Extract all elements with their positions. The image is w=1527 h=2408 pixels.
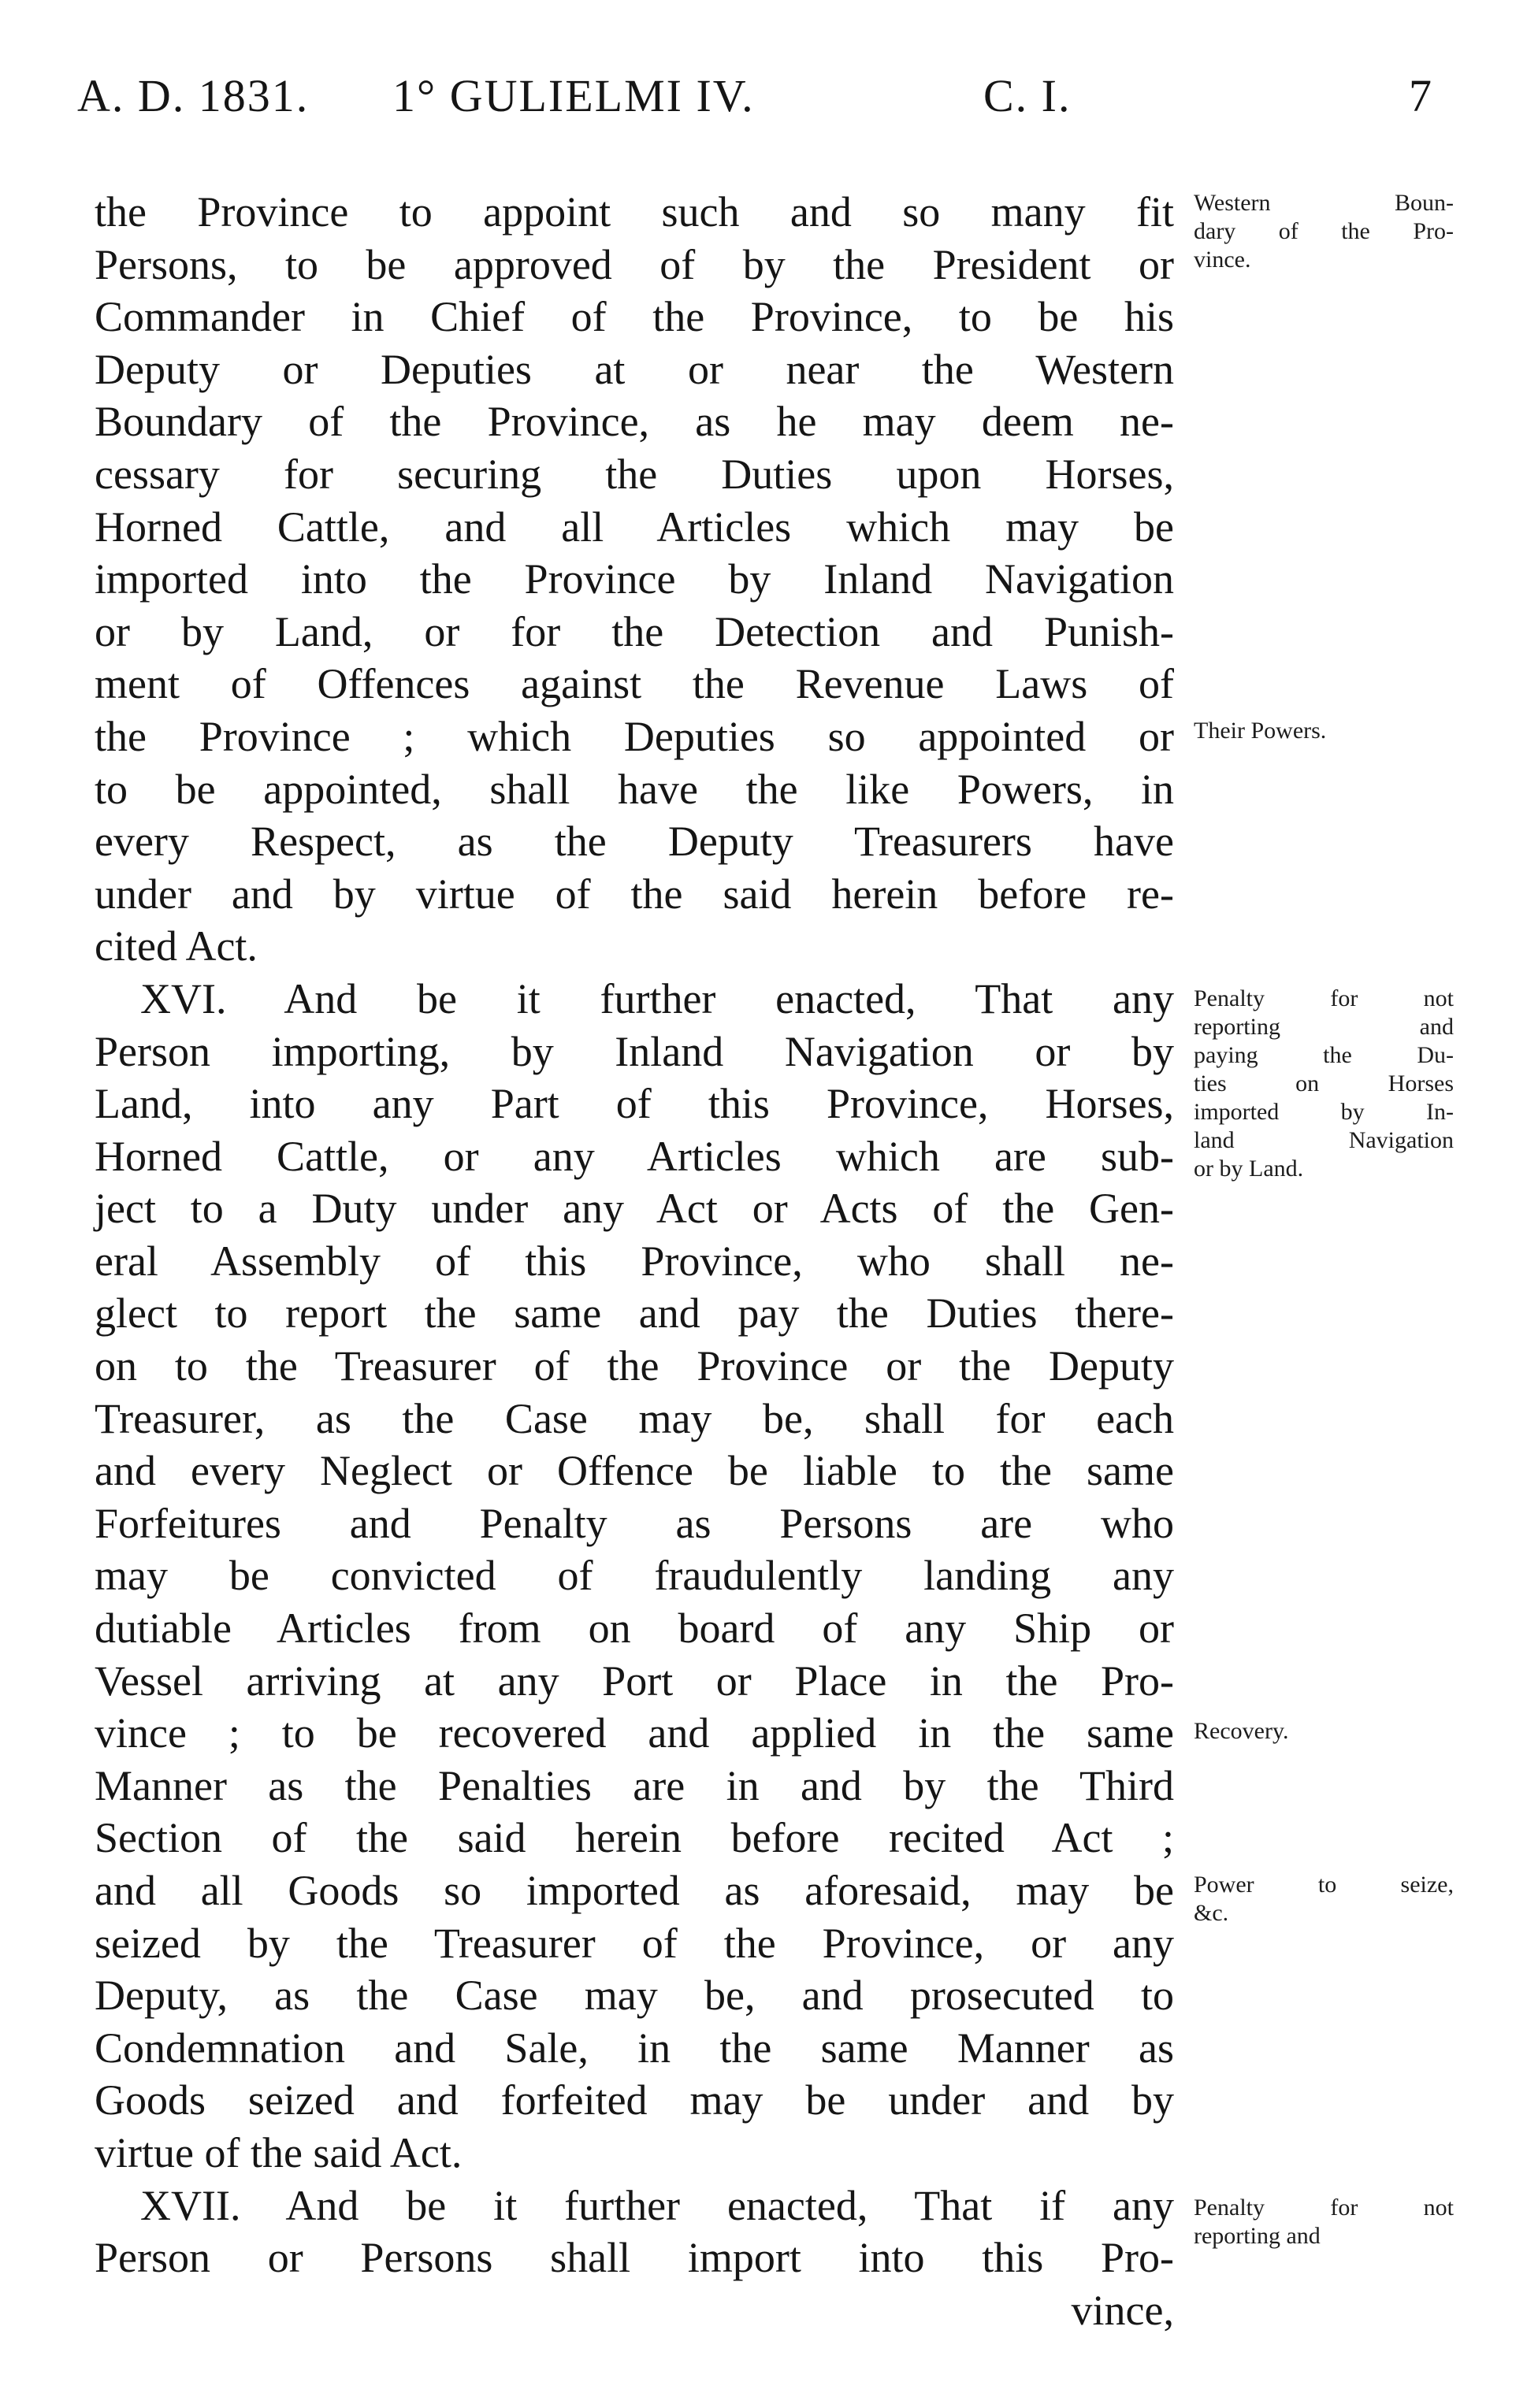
note-line: paying the Du- — [1194, 1042, 1454, 1068]
note-line: reporting and — [1194, 1014, 1454, 1040]
text-line: cited Act. — [95, 922, 258, 970]
running-header — [77, 69, 1464, 132]
text-line: virtue of the said Act. — [95, 2128, 463, 2176]
text-line: cessary for securing the Duties upon Horses, — [95, 450, 1174, 498]
text-line: the Province ; which Deputies so appointed or — [95, 712, 1174, 760]
text-line: Vessel arriving at any Port or Place in the Pro- — [95, 1657, 1174, 1705]
note-line: Power to seize, — [1194, 1872, 1454, 1898]
note-line: Penalty for not — [1194, 2195, 1454, 2221]
text-line: vince ; to be recovered and applied in the same — [95, 1709, 1174, 1757]
text-line: may be convicted of fraudulently landing any — [95, 1552, 1174, 1600]
text-line: Goods seized and forfeited may be under and by — [95, 2076, 1174, 2124]
text-line: Persons, to be approved of by the President or — [95, 240, 1174, 288]
text-line: Deputy, as the Case may be, and prosecuted to — [95, 1972, 1174, 2020]
note-line: &c. — [1194, 1900, 1229, 1926]
note-line: dary of the Pro- — [1194, 218, 1454, 244]
marginal-note-recovery — [1194, 1717, 1454, 1746]
marginal-note-western-boundary — [1194, 189, 1454, 274]
text-line: Deputy or Deputies at or near the Western — [95, 345, 1174, 393]
catchword: vince, — [1071, 2286, 1174, 2334]
text-line: every Respect, as the Deputy Treasurers have — [95, 818, 1174, 866]
note-line: Their Powers. — [1194, 718, 1327, 744]
text-line: glect to report the same and pay the Duties there- — [95, 1289, 1174, 1338]
header-chapter: C. I. — [983, 70, 1072, 121]
text-line: Manner as the Penalties are in and by the Third — [95, 1761, 1174, 1809]
text-line: Horned Cattle, or any Articles which are sub- — [95, 1132, 1174, 1180]
text-line: or by Land, or for the Detection and Punish- — [95, 607, 1174, 655]
main-text — [95, 186, 1174, 2336]
text-line: to be appointed, shall have the like Powers, in — [95, 765, 1174, 813]
text-line: seized by the Treasurer of the Province, or any — [95, 1919, 1174, 1967]
text-line: ject to a Duty under any Act or Acts of the Gen- — [95, 1185, 1174, 1233]
text-line: imported into the Province by Inland Navigation — [95, 555, 1174, 603]
text-line: the Province to appoint such and so many fit — [95, 188, 1174, 236]
text-line: Commander in Chief of the Province, to be his — [95, 293, 1174, 341]
header-year: A. D. 1831. — [77, 70, 310, 121]
header-reign: 1° GULIELMI IV. — [392, 70, 755, 121]
text-line: and every Neglect or Offence be liable to the same — [95, 1447, 1174, 1495]
note-line: reporting and — [1194, 2223, 1321, 2249]
section-heading-line: XVI. And be it further enacted, That any — [140, 974, 1174, 1022]
text-line: dutiable Articles from on board of any Ship or — [95, 1605, 1174, 1653]
text-line: under and by virtue of the said herein before re- — [95, 870, 1174, 918]
text-line: Condemnation and Sale, in the same Manner as — [95, 2024, 1174, 2072]
marginal-note-power-to-seize — [1194, 1871, 1454, 1928]
note-line: imported by In- — [1194, 1099, 1454, 1125]
text-line: eral Assembly of this Province, who shall ne- — [95, 1237, 1174, 1285]
page-number: 7 — [1409, 70, 1433, 121]
text-line: Treasurer, as the Case may be, shall for each — [95, 1394, 1174, 1442]
text-line: Land, into any Part of this Province, Horses, — [95, 1080, 1174, 1128]
text-line: Person or Persons shall import into this Pro- — [95, 2234, 1174, 2282]
section-heading-line: XVII. And be it further enacted, That if any — [140, 2181, 1174, 2229]
note-line: Western Boun- — [1194, 190, 1454, 216]
text-line: and all Goods so imported as aforesaid, may be — [95, 1867, 1174, 1914]
marginal-note-penalty-not-reporting — [1194, 985, 1454, 1183]
marginal-note-penalty-not-reporting-2 — [1194, 2194, 1454, 2250]
text-line: Section of the said herein before recited Act ; — [95, 1814, 1174, 1862]
text-line: Boundary of the Province, as he may deem ne- — [95, 398, 1174, 446]
note-line: vince. — [1194, 247, 1251, 273]
text-line: on to the Treasurer of the Province or the Deputy — [95, 1342, 1174, 1390]
note-line: Recovery. — [1194, 1718, 1289, 1744]
note-line: or by Land. — [1194, 1156, 1304, 1182]
text-line: Horned Cattle, and all Articles which may be — [95, 503, 1174, 551]
marginal-note-their-powers — [1194, 717, 1454, 745]
text-line: Forfeitures and Penalty as Persons are who — [95, 1499, 1174, 1547]
text-line: ment of Offences against the Revenue Laws of — [95, 660, 1174, 708]
note-line: Penalty for not — [1194, 985, 1454, 1011]
note-line: ties on Horses — [1194, 1070, 1454, 1096]
note-line: land Navigation — [1194, 1127, 1454, 1153]
text-line: Person importing, by Inland Navigation or by — [95, 1027, 1174, 1075]
